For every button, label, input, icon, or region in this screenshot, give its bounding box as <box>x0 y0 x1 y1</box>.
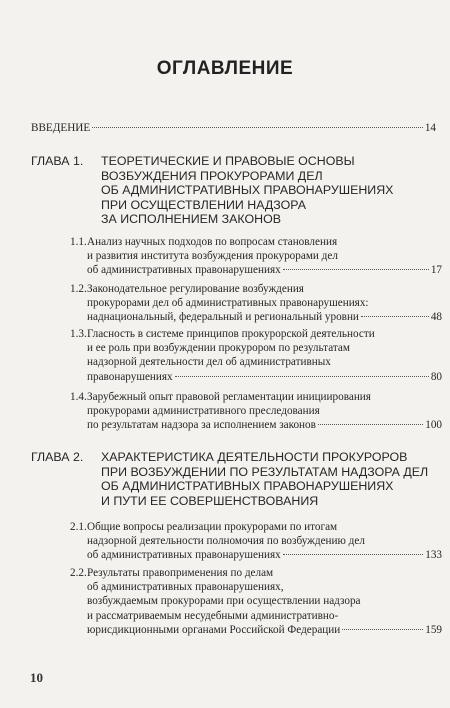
chapter-title <box>101 154 393 227</box>
section-title-line: и развития института возбуждения прокурорами дел <box>87 250 338 263</box>
section-title-line: об административных правонарушениях <box>87 549 281 562</box>
toc-page-ref: 100 <box>425 419 442 432</box>
section-number: 1.3. <box>70 328 87 340</box>
toc-entry-label: ВВЕДЕНИЕ <box>31 122 91 134</box>
section-title-line: по результатам надзора за исполнением законов <box>87 419 316 432</box>
chapter-label: ГЛАВА 1. <box>31 154 84 168</box>
chapter-title-line: ВОЗБУЖДЕНИЯ ПРОКУРОРАМИ ДЕЛ <box>101 168 323 183</box>
toc-page-ref: 80 <box>430 370 442 383</box>
page-title: ОГЛАВЛЕНИЕ <box>156 58 294 79</box>
toc-page-ref: 133 <box>425 549 442 562</box>
toc-page-ref: 17 <box>430 264 442 277</box>
dot-leader <box>283 554 423 555</box>
section-title-line: и рассматриваемым несудебными административно- <box>87 609 339 622</box>
section-title-line: возбуждаемым прокурорами при осуществлении надзора <box>87 595 361 608</box>
section-number: 1.2. <box>70 283 87 295</box>
toc-entry-1-3[interactable] <box>70 327 442 384</box>
toc-entry-1-2[interactable] <box>70 282 442 325</box>
toc-entry-intro[interactable] <box>31 121 436 135</box>
section-title-line: юрисдикционными органами Российской Федерации <box>87 623 341 636</box>
section-number: 2.1. <box>70 521 87 533</box>
section-title-line: об административных правонарушениях <box>87 264 281 277</box>
section-title-line: прокурорами дел об административных правонарушениях: <box>87 297 369 310</box>
section-title-line: Общие вопросы реализации прокурорами по итогам <box>87 521 338 533</box>
section-number: 1.4. <box>70 391 87 403</box>
dot-leader <box>342 629 423 630</box>
section-title-line: Законодательное регулирование возбуждения <box>87 283 304 295</box>
toc-entry-1-4[interactable] <box>70 390 442 433</box>
chapter-title-line: ОБ АДМИНИСТРАТИВНЫХ ПРАВОНАРУШЕНИЯХ <box>101 479 394 494</box>
toc-page-ref: 14 <box>424 122 436 134</box>
dot-leader <box>283 269 429 270</box>
chapter-title-line: ПРИ ВОЗБУЖДЕНИИ ПО РЕЗУЛЬТАТАМ НАДЗОРА ДЕЛ <box>101 464 429 479</box>
toc-entry-2-1[interactable] <box>70 520 442 563</box>
section-number: 1.1. <box>70 236 87 248</box>
dot-leader <box>361 316 429 317</box>
chapter-title-line: ХАРАКТЕРИСТИКА ДЕЯТЕЛЬНОСТИ ПРОКУРОРОВ <box>101 450 408 464</box>
dot-leader <box>175 376 429 377</box>
chapter-1-heading[interactable] <box>31 154 441 230</box>
section-number: 2.2. <box>70 567 87 579</box>
chapter-label: ГЛАВА 2. <box>31 450 84 464</box>
section-title-line: правонарушениях <box>87 370 173 383</box>
chapter-title-line: ТЕОРЕТИЧЕСКИЕ И ПРАВОВЫЕ ОСНОВЫ <box>101 154 355 168</box>
section-title-line: об административных правонарушениях, <box>87 581 284 594</box>
chapter-title-line: ОБ АДМИНИСТРАТИВНЫХ ПРАВОНАРУШЕНИЯХ <box>101 183 394 198</box>
section-title-line: Анализ научных подходов по вопросам становления <box>87 236 338 248</box>
chapter-title-line: ПРИ ОСУЩЕСТВЛЕНИИ НАДЗОРА <box>101 197 306 212</box>
toc-entry-2-2[interactable] <box>70 566 442 637</box>
chapter-title <box>101 450 428 508</box>
dot-leader <box>318 424 423 425</box>
section-title-line: Гласность в системе принципов прокурорской деятельности <box>87 328 375 340</box>
section-title-line: надзорной деятельности дел об административных <box>87 356 331 369</box>
section-title-line: надзорной деятельности полномочия по возбуждению дел <box>87 535 365 548</box>
dot-leader <box>92 127 423 128</box>
chapter-title-line: ЗА ИСПОЛНЕНИЕМ ЗАКОНОВ <box>101 212 281 227</box>
chapter-title-line: И ПУТИ ЕЕ СОВЕРШЕНСТВОВАНИЯ <box>101 493 319 508</box>
toc-page-ref: 48 <box>430 311 442 324</box>
section-title-line: прокурорами административного преследования <box>87 405 320 418</box>
section-title-line: Результаты правоприменения по делам <box>87 567 274 579</box>
toc-page-ref: 159 <box>425 623 442 636</box>
section-title-line: и ее роль при возбуждении прокурором по результатам <box>87 342 350 355</box>
page-number: 10 <box>30 670 43 685</box>
chapter-2-heading[interactable] <box>31 450 441 512</box>
section-title-line: Зарубежный опыт правовой регламентации инициирования <box>87 391 371 403</box>
toc-entry-1-1[interactable] <box>70 235 442 278</box>
section-title-line: наднациональный, федеральный и региональный уровни <box>87 311 359 324</box>
